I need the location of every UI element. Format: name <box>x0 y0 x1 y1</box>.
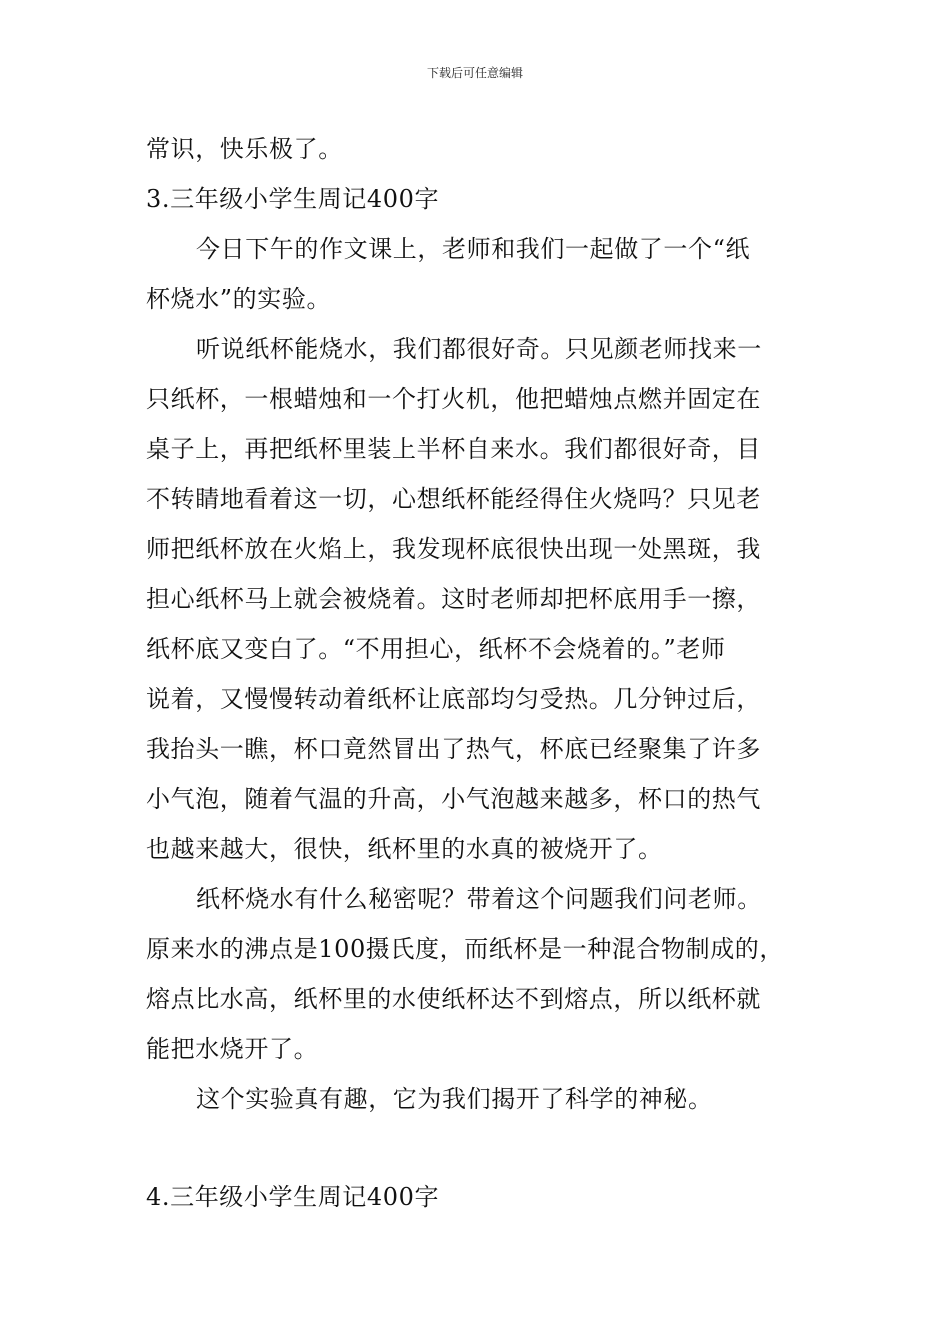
text-line: 常识，快乐极了。 <box>146 135 343 163</box>
text-line: 不转睛地看着这一切，心想纸杯能经得住火烧吗？只见老 <box>146 485 761 513</box>
text-line: 说着，又慢慢转动着纸杯让底部均匀受热。几分钟过后， <box>146 685 761 713</box>
page-header: 下载后可任意编辑 <box>426 66 523 80</box>
text-line: 担心纸杯马上就会被烧着。这时老师却把杯底用手一擦， <box>146 585 761 613</box>
text-line: 桌子上，再把纸杯里装上半杯自来水。我们都很好奇，目 <box>146 435 761 463</box>
text-line: 只纸杯，一根蜡烛和一个打火机，他把蜡烛点燃并固定在 <box>146 385 761 413</box>
section-heading: 3.三年级小学生周记400字 <box>146 185 440 213</box>
text-line: 这个实验真有趣，它为我们揭开了科学的神秘。 <box>196 1085 713 1113</box>
text-line: 杯烧水”的实验。 <box>146 285 332 313</box>
text-line: 也越来越大，很快，纸杯里的水真的被烧开了。 <box>146 835 663 863</box>
text-line: 纸杯底又变白了。“不用担心，纸杯不会烧着的。”老师 <box>146 635 726 663</box>
text-line: 小气泡，随着气温的升高，小气泡越来越多，杯口的热气 <box>146 785 761 813</box>
text-line: 能把水烧开了。 <box>146 1035 319 1063</box>
text-line: 熔点比水高，纸杯里的水使纸杯达不到熔点，所以纸杯就 <box>146 985 761 1013</box>
text-line: 原来水的沸点是100摄氏度，而纸杯是一种混合物制成的， <box>146 935 785 963</box>
text-line: 听说纸杯能烧水，我们都很好奇。只见颜老师找来一 <box>196 335 762 363</box>
text-line: 师把纸杯放在火焰上，我发现杯底很快出现一处黑斑，我 <box>146 535 761 563</box>
text-line: 纸杯烧水有什么秘密呢？带着这个问题我们问老师。 <box>196 885 762 913</box>
text-line: 我抬头一瞧，杯口竟然冒出了热气，杯底已经聚集了许多 <box>146 735 761 763</box>
text-line: 今日下午的作文课上，老师和我们一起做了一个“纸 <box>196 235 751 263</box>
section-heading: 4.三年级小学生周记400字 <box>146 1183 440 1211</box>
